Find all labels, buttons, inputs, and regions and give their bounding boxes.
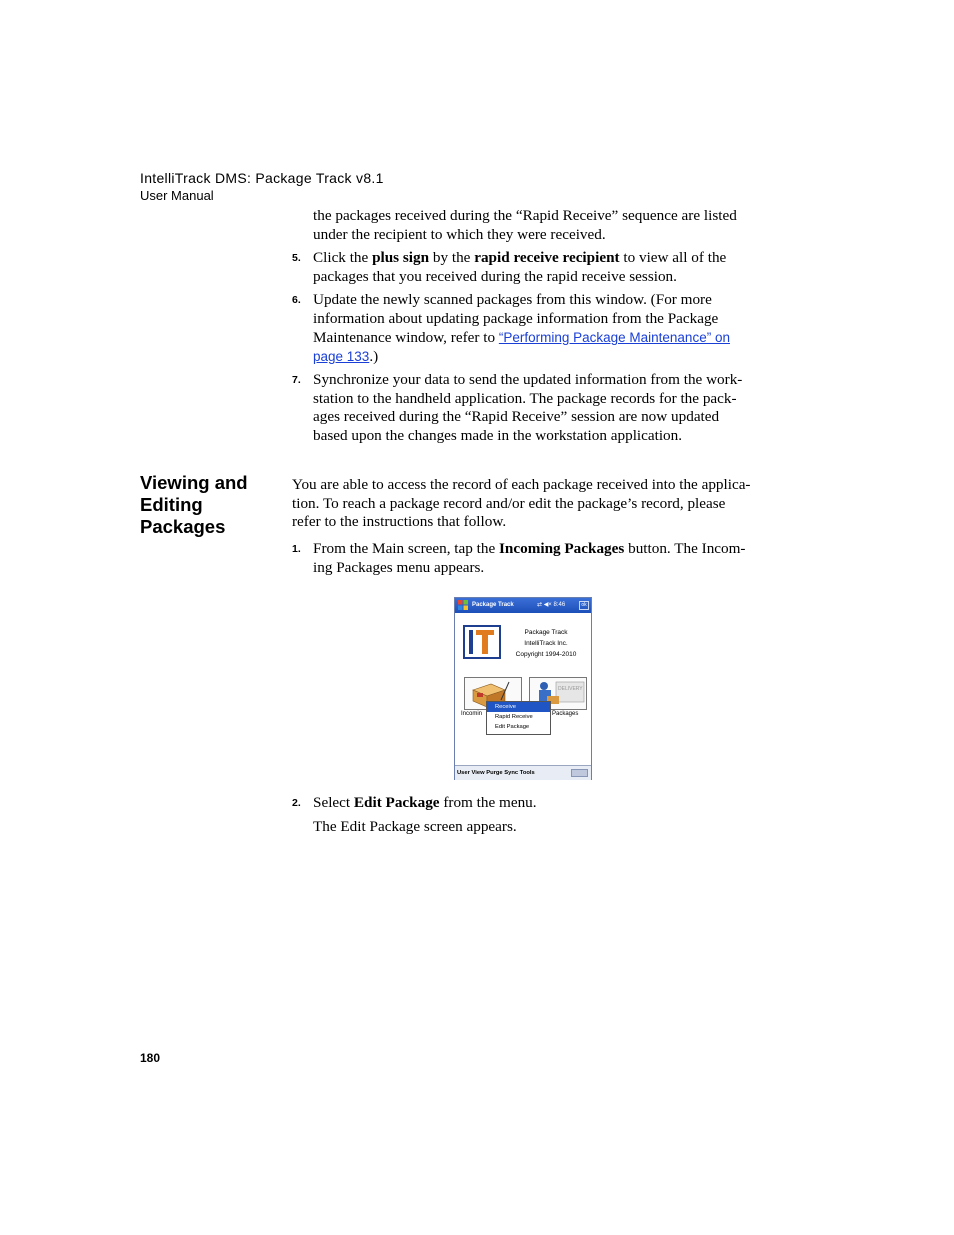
page-number: 180 [140, 1051, 161, 1065]
heading-line: Editing [140, 494, 203, 515]
step-number: 1. [292, 543, 301, 555]
section-intro-line-2: tion. To reach a package record and/or edit the package’s record, please [292, 495, 726, 512]
step-text: Select [313, 794, 354, 811]
step-text: Click the [313, 249, 373, 266]
intellitrack-logo [463, 625, 501, 659]
step-text: from the menu. [439, 794, 537, 811]
step-number: 7. [292, 374, 301, 386]
step-text: From the Main screen, tap the [313, 540, 499, 557]
step-bold-term: Incoming Packages [499, 540, 625, 557]
step-number: 5. [292, 252, 301, 264]
device-title-bar [455, 598, 591, 613]
device-title: Package Track [472, 602, 514, 608]
step-text: .) [369, 348, 379, 365]
cross-reference-link-page[interactable]: page 133 [313, 349, 370, 364]
windows-start-icon[interactable] [458, 600, 468, 610]
about-info [503, 627, 589, 660]
step-1-line-1 [313, 539, 746, 558]
running-header-subtitle: User Manual [140, 188, 214, 203]
clock-time: 8:46 [553, 602, 566, 608]
step-5-line-1 [313, 248, 726, 267]
menu-item-rapid-receive[interactable]: Rapid Receive [495, 714, 533, 720]
step-6-line-3 [313, 328, 730, 347]
continuation-line-2: under the recipient to which they were received. [313, 226, 606, 243]
incoming-packages-menu [486, 701, 551, 735]
step-7-line-1: Synchronize your data to send the updated information from the work- [313, 371, 743, 388]
section-intro-line-1: You are able to access the record of each package received into the applica- [292, 476, 751, 493]
step-bold-term: plus sign [372, 249, 430, 266]
delivery-text: DELIVERY [558, 686, 583, 692]
menu-bar-items[interactable]: User View Purge Sync Tools [457, 770, 535, 776]
menu-item-receive[interactable]: Receive [487, 702, 550, 712]
app-name: Package Track [524, 629, 568, 636]
step-1-line-2: ing Packages menu appears. [313, 559, 485, 576]
cross-reference-link[interactable]: “Performing Package Maintenance” on [498, 330, 730, 345]
heading-line: Viewing and [140, 472, 248, 493]
step-bold-term: Edit Package [353, 794, 440, 811]
device-menu-bar [455, 765, 591, 780]
step-2-line-1 [313, 793, 537, 812]
handheld-screenshot [454, 597, 592, 780]
step-5-line-2: packages that you received during the rapid receive session. [313, 268, 677, 285]
step-bold-term: rapid receive recipient [474, 249, 620, 266]
step-6-line-4 [313, 347, 378, 366]
step-text: to view all of the [619, 249, 727, 266]
step-7-line-3: ages received during the “Rapid Receive” session are now updated [313, 408, 720, 425]
company-name: IntelliTrack Inc. [524, 640, 568, 647]
step-7-line-2: station to the handheld application. The package records for the pack- [313, 390, 737, 407]
step-number: 2. [292, 797, 301, 809]
device-clock: ⇄ ◀× 8:46 [537, 602, 566, 608]
header-product-line: IntelliTrack DMS: Package Track v8.1 [140, 170, 384, 186]
step-2-result: The Edit Package screen appears. [313, 818, 517, 835]
keyboard-icon[interactable] [571, 769, 588, 777]
step-text: Maintenance window, refer to [313, 329, 499, 346]
ok-button[interactable]: ok [579, 601, 589, 610]
step-number: 6. [292, 294, 301, 306]
step-text: button. The Incom- [624, 540, 746, 557]
menu-item-edit-package[interactable]: Edit Package [495, 724, 530, 730]
step-text: by the [429, 249, 475, 266]
running-header-title [140, 170, 384, 186]
section-intro-line-3: refer to the instructions that follow. [292, 513, 507, 530]
incoming-label: Incomin [461, 711, 483, 717]
step-7-line-4: based upon the changes made in the workstation application. [313, 427, 683, 444]
heading-line: Packages [140, 516, 226, 537]
section-heading [140, 472, 280, 538]
step-6-line-1: Update the newly scanned packages from this window. (For more [313, 291, 712, 308]
packages-label: Packages [552, 711, 579, 717]
continuation-line-1: the packages received during the “Rapid Receive” sequence are listed [313, 207, 737, 224]
step-6-line-2: information about updating package information from the Package [313, 310, 719, 327]
copyright-text: Copyright 1994-2010 [515, 651, 577, 658]
